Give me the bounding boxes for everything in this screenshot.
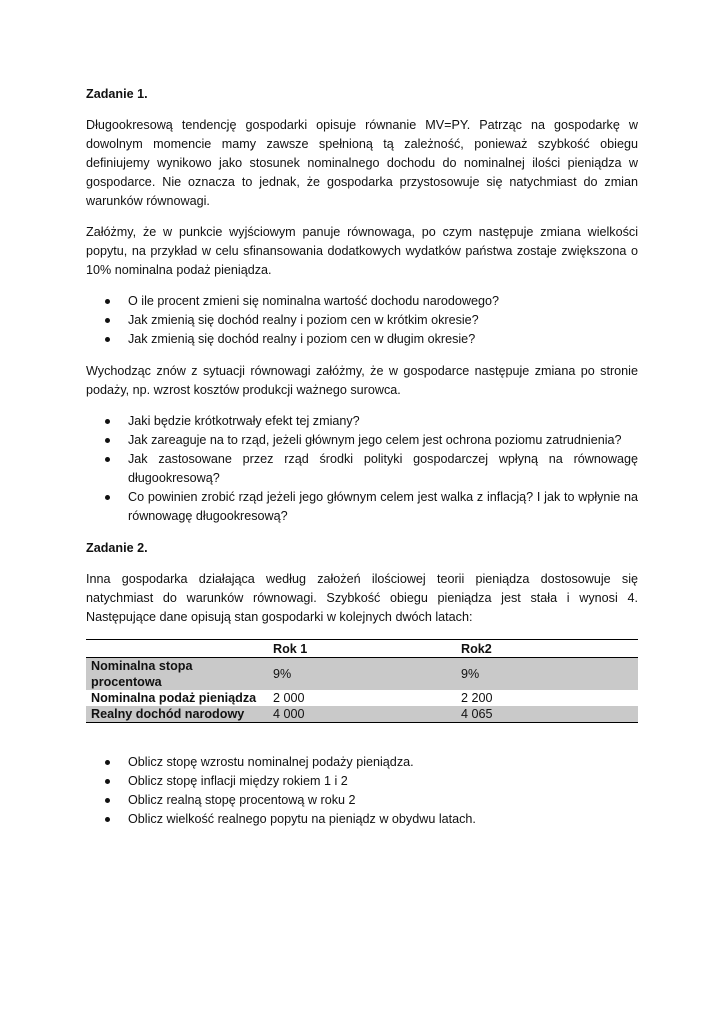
zadanie-1-paragraph-3: Wychodząc znów z sytuacji równowagi załóżmy, że w gospodarce następuje zmiana po stronie podaży, np. wzrost kosztów produkcji ważnego surowca. — [86, 364, 638, 397]
economy-data-table — [86, 639, 638, 723]
zadanie-1-heading: Zadanie 1. — [86, 87, 148, 101]
table-header-cell — [86, 640, 268, 658]
list-item — [86, 330, 638, 349]
bullet-icon — [105, 760, 110, 765]
list-item-text: Co powinien zrobić rząd jeżeli jego głównym celem jest walka z inflacją? I jak to wpłynie na równowagę długookresową? — [128, 490, 638, 523]
list-item-text: O ile procent zmieni się nominalna wartość dochodu narodowego? — [128, 294, 500, 308]
list-item-text: Jak zmienią się dochód realny i poziom cen w krótkim okresie? — [128, 313, 479, 327]
zadanie-2-heading: Zadanie 2. — [86, 541, 148, 555]
list-item — [86, 292, 638, 311]
table-row — [86, 706, 638, 723]
bullet-icon — [105, 457, 110, 462]
cell-rok2: 2 200 — [461, 691, 493, 705]
list-item-text: Oblicz stopę inflacji między rokiem 1 i 2 — [128, 774, 348, 788]
row-label: Nominalna stopa procentowa — [91, 659, 193, 689]
zadanie-2-paragraph-1: Inna gospodarka działająca według założeń ilościowej teorii pieniądza dostosowuje się natychmiast do warunków równowagi. Szybkość obiegu pieniądza jest stała i wynosi 4. Następujące dane opisują stan gospodarki w kolejnych dwóch latach: — [86, 572, 638, 624]
table-header-rok2: Rok2 — [456, 640, 638, 658]
list-item-text: Jak zmienią się dochód realny i poziom cen w długim okresie? — [128, 332, 476, 346]
bullet-icon — [105, 817, 110, 822]
zadanie-2-question-list — [86, 753, 638, 829]
list-item — [86, 772, 638, 791]
list-item-text: Oblicz stopę wzrostu nominalnej podaży pieniądza. — [128, 755, 414, 769]
table-row — [86, 658, 638, 691]
list-item — [86, 450, 638, 488]
row-label: Realny dochód narodowy — [86, 706, 268, 723]
table-header-rok1: Rok 1 — [268, 640, 456, 658]
zadanie-1-paragraph-2: Załóżmy, że w punkcie wyjściowym panuje równowaga, po czym następuje zmiana wielkości popytu, na przykład w celu sfinansowania dodatkowych wydatków państwa zostaje zwiększona o 10% nominalna podaż pieniądza. — [86, 225, 638, 277]
list-item-text: Oblicz realną stopę procentową w roku 2 — [128, 793, 356, 807]
table-header-row — [86, 640, 638, 658]
zadanie-1-question-list-2 — [86, 412, 638, 526]
list-item — [86, 810, 638, 829]
list-item-text: Jak zareaguje na to rząd, jeżeli głównym jego celem jest ochrona poziomu zatrudnienia? — [128, 433, 622, 447]
cell-rok1: 4 000 — [268, 706, 456, 723]
cell-rok2: 4 065 — [456, 706, 638, 723]
list-item — [86, 488, 638, 526]
list-item — [86, 412, 638, 431]
bullet-icon — [105, 438, 110, 443]
row-label: Nominalna podaż pieniądza — [91, 691, 257, 705]
bullet-icon — [105, 318, 110, 323]
list-item-text: Jak zastosowane przez rząd środki polityki gospodarczej wpłyną na równowagę długookresową? — [128, 452, 638, 485]
cell-rok1: 2 000 — [273, 691, 305, 705]
list-item-text: Jaki będzie krótkotrwały efekt tej zmiany? — [128, 414, 360, 428]
list-item — [86, 431, 638, 450]
cell-rok1: 9% — [273, 667, 292, 681]
document-content — [86, 85, 638, 842]
bullet-icon — [105, 419, 110, 424]
bullet-icon — [105, 779, 110, 784]
cell-rok2: 9% — [461, 667, 480, 681]
zadanie-1-paragraph-1: Długookresową tendencję gospodarki opisuje równanie MV=PY. Patrząc na gospodarkę w dowolnym momencie mamy zawsze spełnioną tą zależność, ponieważ szybkość obiegu definiujemy wynikowo jako stosunek nominalnego dochodu do nominalnej ilości pieniądza w gospodarce. Nie oznacza to jednak, że gospodarka przystosowuje się natychmiast do zmian warunków równowagi. — [86, 118, 638, 208]
bullet-icon — [105, 798, 110, 803]
bullet-icon — [105, 337, 110, 342]
zadanie-1-question-list-1 — [86, 292, 638, 349]
bullet-icon — [105, 299, 110, 304]
list-item-text: Oblicz wielkość realnego popytu na pieniądz w obydwu latach. — [128, 812, 476, 826]
list-item — [86, 311, 638, 330]
list-item — [86, 791, 638, 810]
list-item — [86, 753, 638, 772]
table-row — [86, 690, 638, 706]
bullet-icon — [105, 495, 110, 500]
